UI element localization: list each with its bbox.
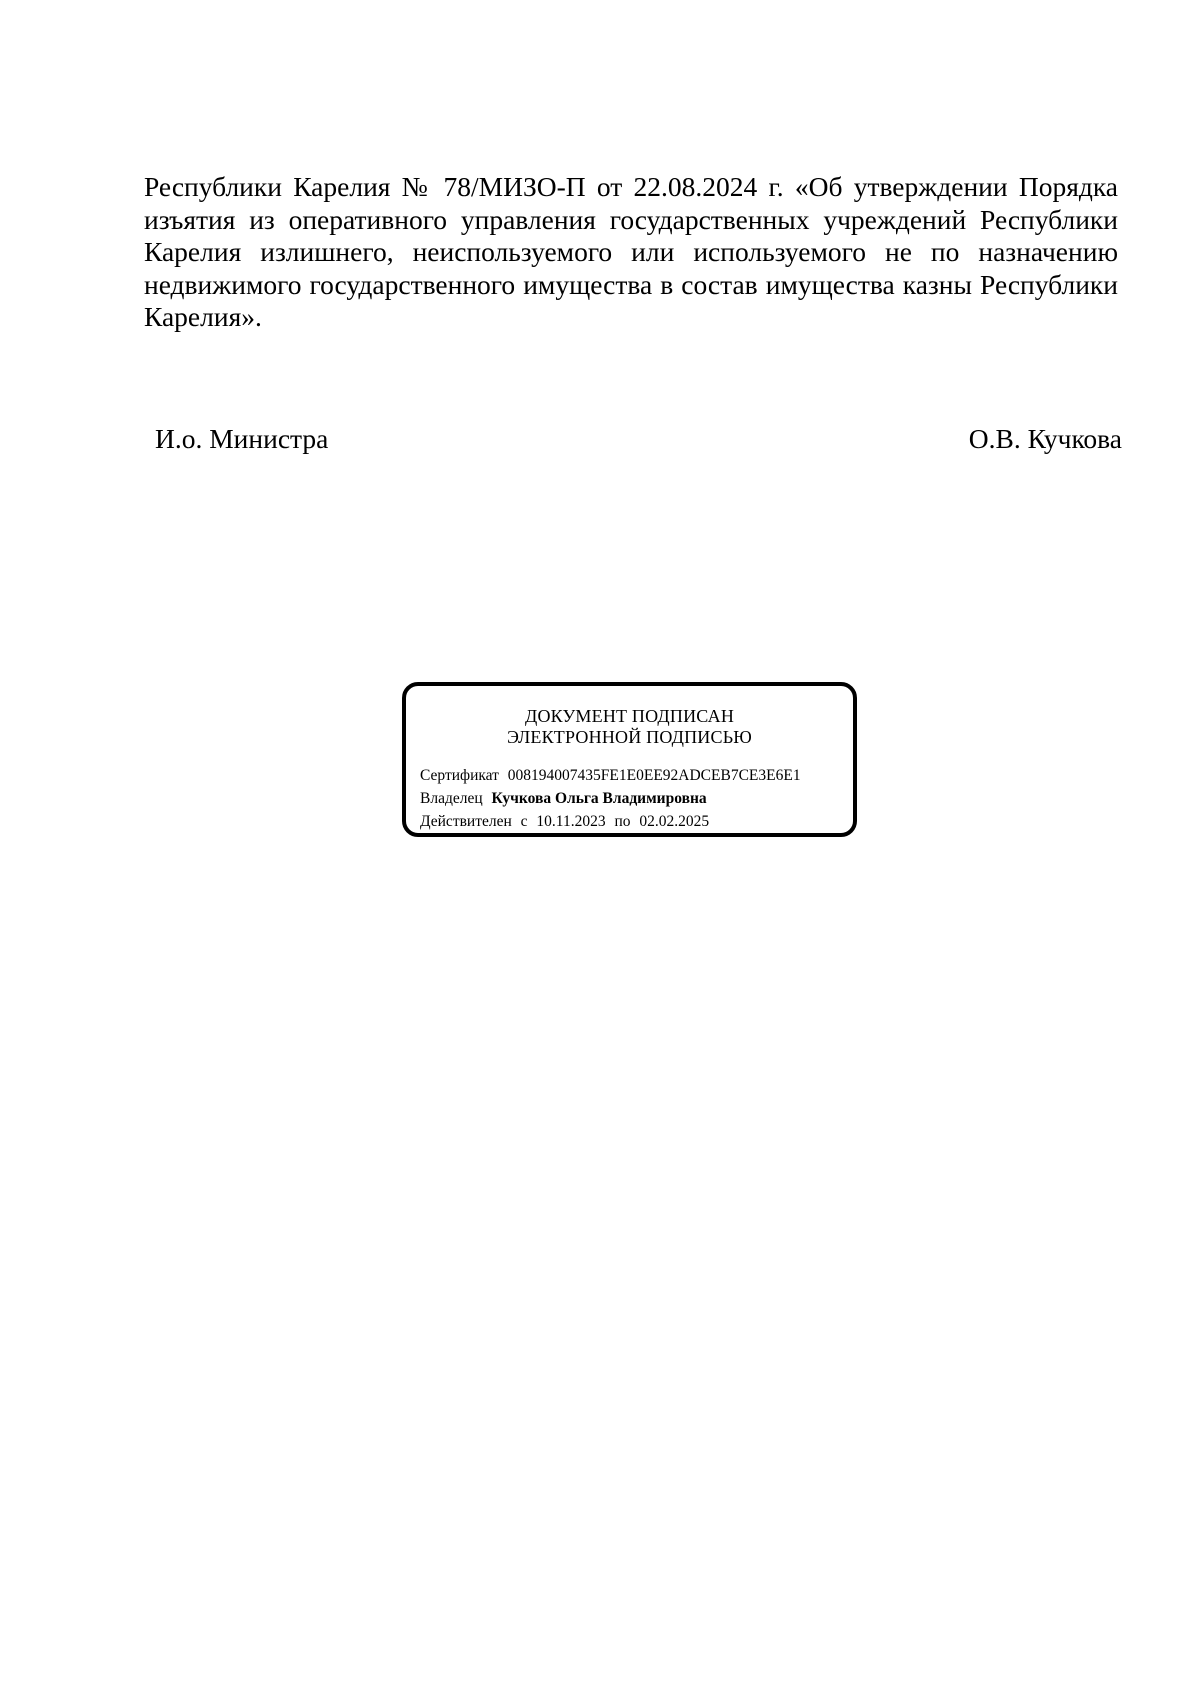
stamp-title-line-2: ЭЛЕКТРОННОЙ ПОДПИСЬЮ	[507, 727, 752, 747]
valid-to-date: 02.02.2025	[639, 813, 710, 830]
body-paragraph: Республики Карелия № 78/МИЗО-П от 22.08.2024 г. «Об утверждении Порядка изъятия из оперативного управления государственных учреждений Республики Карелия излишнего, неиспользуемого или используемого не по назначению недвижимого государственного имущества в состав имущества казны Республики Карелия».	[144, 171, 1118, 332]
owner-value: Кучкова Ольга Владимировна	[491, 790, 707, 807]
electronic-signature-stamp	[402, 682, 857, 837]
stamp-validity-row	[420, 810, 845, 833]
valid-to-label: по	[614, 813, 631, 830]
certificate-value: 008194007435FE1E0EE92ADCEB7CE3E6E1	[507, 767, 801, 784]
valid-from-label: с	[520, 813, 528, 830]
valid-label: Действителен	[420, 813, 512, 830]
certificate-label: Сертификат	[420, 767, 499, 784]
stamp-owner-row	[420, 787, 845, 810]
stamp-title	[406, 706, 853, 748]
stamp-certificate-row	[420, 764, 845, 787]
stamp-details	[420, 764, 845, 833]
stamp-title-line-1: ДОКУМЕНТ ПОДПИСАН	[524, 706, 735, 726]
owner-label: Владелец	[420, 790, 483, 807]
signer-name: О.В. Кучкова	[968, 423, 1122, 454]
signature-block	[155, 423, 1122, 455]
signer-position: И.о. Министра	[155, 423, 329, 454]
valid-from-date: 10.11.2023	[536, 813, 606, 830]
